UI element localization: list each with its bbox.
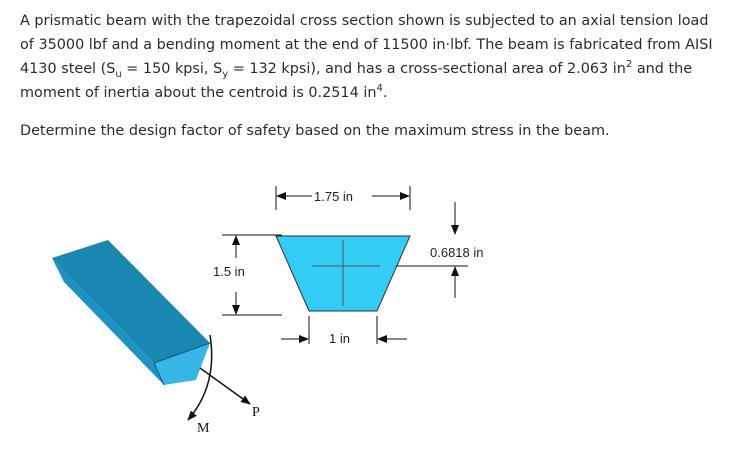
centroid-dimension: [396, 202, 484, 298]
beam-3d: [52, 240, 210, 385]
problem-statement: A prismatic beam with the trapezoidal cross section shown is subjected to an axial tension load of 35000 lbf and a bending moment at the end of 11500 in·lbf. The beam is fabricated from AISI 4130 steel ($S_u = 150$ kpsi, $S_y = 132$ kpsi), and has a cross-sectional area of 2.063 $in^2$ and the moment of inertia about the centroid is 0.2514 $in^4$.: [20, 13, 713, 101]
height-dimension: [213, 235, 282, 315]
top-width-dimension: [276, 186, 410, 210]
height-label: 1.5 in: [213, 264, 245, 279]
bottom-width-label: 1 in: [329, 331, 350, 346]
top-width-label: 1.75 in: [314, 189, 354, 204]
trapezoid-section: [276, 236, 410, 311]
bottom-width-dimension: [281, 316, 407, 346]
moment-label: M: [197, 421, 210, 436]
problem-question: Determine the design factor of safety based on the maximum stress in the beam.: [20, 123, 610, 139]
force-label: P: [252, 405, 260, 420]
centroid-label: 0.6818 in: [430, 245, 484, 260]
